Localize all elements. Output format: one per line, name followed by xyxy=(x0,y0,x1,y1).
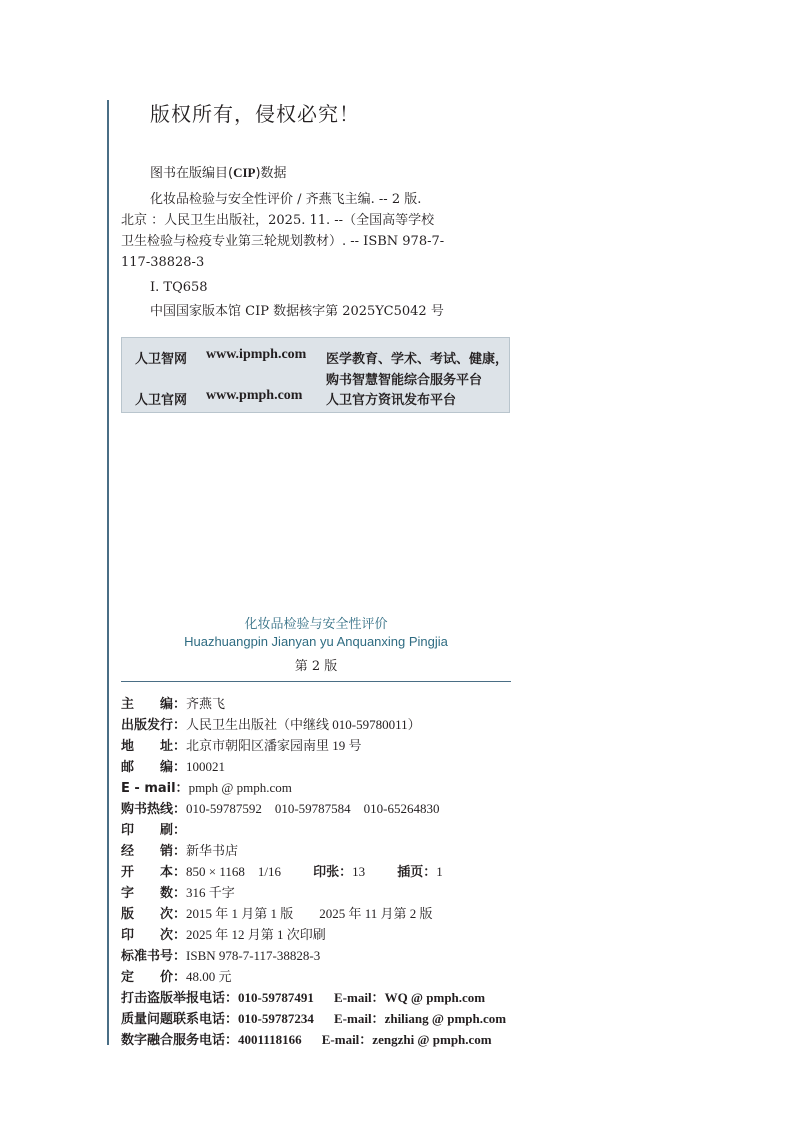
copyright-notice: 版权所有，侵权必究！ xyxy=(150,102,360,126)
cip-classification: Ⅰ. TQ658 xyxy=(150,280,208,295)
platform-name-1: 人卫智网 xyxy=(135,352,188,367)
label: 标准书号： xyxy=(121,949,187,964)
cip-heading-pre: 图书在版编目( xyxy=(150,166,234,181)
value: 010-59787592 010-59787584 010-65264830 xyxy=(186,801,440,816)
cip-number: 中国国家版本馆 CIP 数据核字第 2025YC5042 号 xyxy=(150,304,444,319)
platform-name-2: 人卫官网 xyxy=(135,393,188,408)
email-label: E-mail： xyxy=(321,1032,373,1047)
imprint-distributor xyxy=(121,840,238,859)
book-edition: 第 2 版 xyxy=(294,659,338,674)
label: 质量问题联系电话： xyxy=(121,1012,239,1027)
value: ISBN 978-7-117-38828-3 xyxy=(186,948,321,963)
imprint-hotline xyxy=(121,798,440,817)
title-divider xyxy=(121,681,511,682)
value: 2015 年 1 月第 1 版 2025 年 11 月第 2 版 xyxy=(186,906,433,921)
cip-line-2: 北京 ：人民卫生出版社，2025. 11. --（全国高等学校 xyxy=(121,213,435,228)
sheets-value: 13 xyxy=(352,864,366,879)
label: 主 编： xyxy=(121,697,187,712)
value: 齐燕飞 xyxy=(186,696,226,711)
label: 印 次： xyxy=(121,928,187,943)
imprint-edition xyxy=(121,903,433,922)
email-label: E-mail： xyxy=(334,1011,385,1026)
value: 新华书店 xyxy=(186,843,239,858)
contact-piracy xyxy=(121,987,485,1006)
left-margin-rule xyxy=(107,100,109,1045)
label: 经 销： xyxy=(121,844,187,859)
label: 邮 编： xyxy=(121,760,187,775)
platform-url-1[interactable]: www.ipmph.com xyxy=(206,347,307,362)
sheets-label: 印张： xyxy=(313,865,353,880)
imprint-isbn xyxy=(121,945,320,964)
value: 850 × 1168 1/16 xyxy=(186,864,281,879)
cip-heading-cip: CIP xyxy=(233,165,256,180)
cip-record xyxy=(121,189,481,273)
cip-line-1: 化妆品检验与安全性评价 / 齐燕飞主编. -- 2 版. xyxy=(150,192,422,207)
value: 100021 xyxy=(186,759,226,774)
phone: 010-59787491 xyxy=(238,990,314,1005)
imprint-price xyxy=(121,966,232,985)
book-title-pinyin: Huazhuangpin Jianyan yu Anquanxing Pingjia xyxy=(184,634,448,649)
plates-label: 插页： xyxy=(397,865,437,880)
label: 数字融合服务电话： xyxy=(121,1033,239,1048)
platform-desc-2: 人卫官方资讯发布平台 xyxy=(326,393,457,408)
label: 购书热线： xyxy=(121,802,187,817)
label: 出版发行： xyxy=(121,718,187,733)
imprint-email xyxy=(121,777,292,796)
label: 开 本： xyxy=(121,865,187,880)
platform-info-box xyxy=(121,337,510,413)
label: 版 次： xyxy=(121,907,187,922)
label: E - mail： xyxy=(121,781,189,796)
label: 印 刷： xyxy=(121,823,187,838)
platform-desc-1b: 购书智慧智能综合服务平台 xyxy=(326,373,483,388)
phone: 4001118166 xyxy=(238,1032,302,1047)
platform-desc-1a: 医学教育、学术、考试、健康， xyxy=(326,352,509,367)
cip-heading-post: )数据 xyxy=(255,166,287,181)
contact-digital xyxy=(121,1029,492,1048)
email-link[interactable]: pmph @ pmph.com xyxy=(188,780,292,795)
label: 打击盗版举报电话： xyxy=(121,991,239,1006)
email-link[interactable]: zengzhi @ pmph.com xyxy=(372,1032,492,1047)
email-label: E-mail： xyxy=(334,990,385,1005)
phone: 010-59787234 xyxy=(238,1011,314,1026)
cip-line-4: 117-38828-3 xyxy=(121,255,205,270)
label: 字 数： xyxy=(121,886,187,901)
contact-quality xyxy=(121,1008,506,1027)
value: 48.00 元 xyxy=(186,969,232,984)
imprint-format xyxy=(121,861,443,880)
plates-value: 1 xyxy=(436,864,443,879)
imprint-printer xyxy=(121,819,186,838)
imprint-publisher xyxy=(121,714,421,733)
email-link[interactable]: zhiliang @ pmph.com xyxy=(384,1011,507,1026)
label: 定 价： xyxy=(121,970,187,985)
imprint-postcode xyxy=(121,756,225,775)
value: 北京市朝阳区潘家园南里 19 号 xyxy=(186,738,362,753)
imprint-words xyxy=(121,882,235,901)
imprint-printing xyxy=(121,924,326,943)
email-link[interactable]: WQ @ pmph.com xyxy=(384,990,486,1005)
cip-heading xyxy=(150,162,287,181)
imprint-editor xyxy=(121,693,225,712)
platform-url-2[interactable]: www.pmph.com xyxy=(206,388,303,403)
imprint-address xyxy=(121,735,362,754)
value: 人民卫生出版社（中继线 010-59780011） xyxy=(186,717,421,732)
cip-line-3: 卫生检验与检疫专业第三轮规划教材）. -- ISBN 978-7- xyxy=(121,234,445,249)
value: 2025 年 12 月第 1 次印刷 xyxy=(186,927,326,942)
label: 地 址： xyxy=(121,739,187,754)
book-title-cn: 化妆品检验与安全性评价 xyxy=(244,617,388,632)
value: 316 千字 xyxy=(186,885,235,900)
